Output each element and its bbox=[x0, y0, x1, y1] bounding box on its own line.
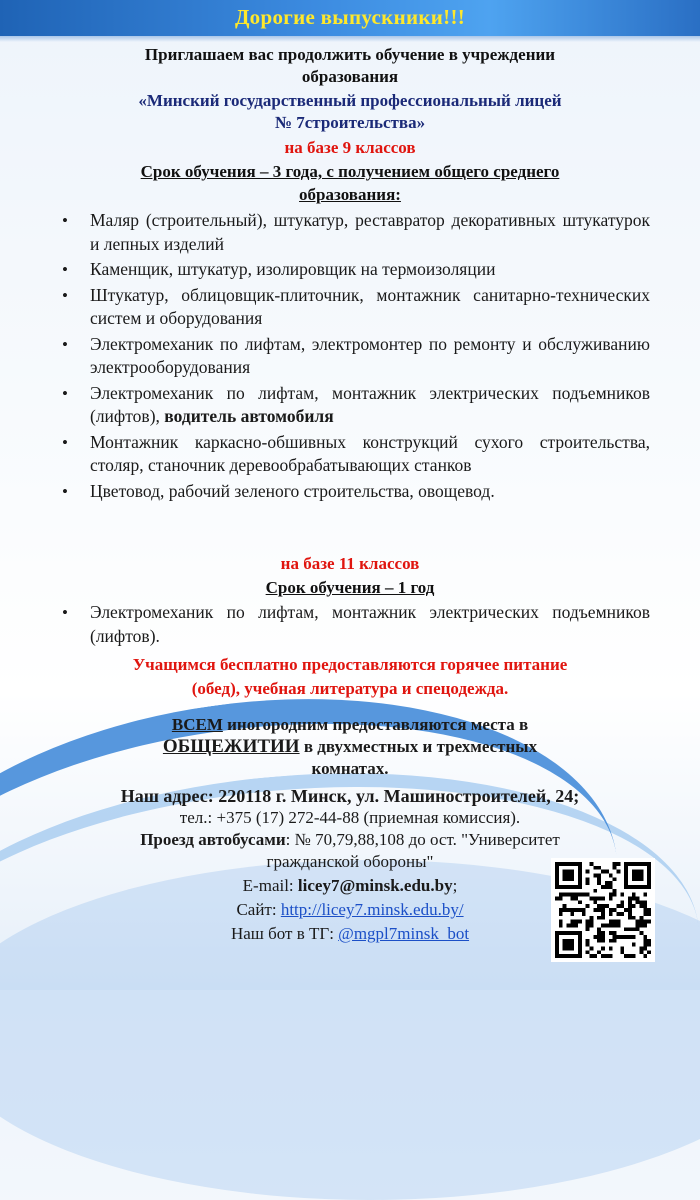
list-item: • Цветовод, рабочий зеленого строительства, овощевод. bbox=[62, 480, 650, 504]
list-item: • Маляр (строительный), штукатур, реставратор декоративных штукатурок и лепных изделий bbox=[62, 210, 650, 254]
bullet-icon: • bbox=[62, 603, 68, 622]
address: Наш адрес: 220118 г. Минск, ул. Машиностроителей, 24; bbox=[120, 786, 580, 806]
intro-line: Приглашаем вас продолжить обучение в учреждении bbox=[144, 45, 556, 64]
dormitory-word: ОБЩЕЖИТИИ bbox=[162, 736, 300, 757]
email-address: licey7@minsk.edu.by bbox=[297, 876, 453, 895]
bus-label: Проезд автобусами bbox=[140, 830, 286, 849]
benefits-note: Учащимся бесплатно предоставляются горячее питание (обед), учебная литература и спецодежда. bbox=[132, 655, 568, 698]
list-item: • Каменщик, штукатур, изолировщик на термоизоляции bbox=[62, 258, 650, 282]
list-item: • Электромеханик по лифтам, монтажник электрических подъемников (лифтов). bbox=[62, 602, 650, 646]
phone: тел.: +375 (17) 272-44-88 (приемная комиссия). bbox=[179, 808, 521, 827]
page-title: Дорогие выпускники!!! bbox=[234, 5, 466, 29]
list-item: • Штукатур, облицовщик-плиточник, монтажник санитарно-технических систем и оборудования bbox=[62, 284, 650, 328]
bullet-icon: • bbox=[62, 260, 68, 279]
section-11-term: Срок обучения – 1 год bbox=[265, 578, 435, 597]
section-9-term: образования: bbox=[299, 185, 401, 204]
list-item: • Электромеханик по лифтам, монтажник электрических подъемников (лифтов), водитель автомобиля bbox=[62, 382, 650, 426]
bullet-icon: • bbox=[62, 383, 68, 403]
bullet-icon: • bbox=[62, 211, 68, 230]
bullet-icon: • bbox=[62, 432, 68, 452]
dormitory-info: ВСЕМ иногородним предоставляются места в ОБЩЕЖИТИИ в двухместных и трехместных комнатах. bbox=[162, 715, 538, 778]
school-name: № 7строительства» bbox=[274, 113, 426, 132]
bullet-icon: • bbox=[62, 481, 68, 501]
list-item: • Электромеханик по лифтам, электромонтер по ремонту и обслуживанию электрооборудования bbox=[62, 333, 650, 377]
all-emphasis: ВСЕМ bbox=[171, 715, 223, 734]
website-link[interactable]: http://licey7.minsk.edu.by/ bbox=[280, 900, 464, 919]
contacts: Наш адрес: 220118 г. Минск, ул. Машиностроителей, 24; тел.: +375 (17) 272-44-88 (приемная комиссия). Проезд автобусами: № 70,79,88,108 до ост. "Университет гражданской обороны" E-mail: licey7@minsk.edu.by; Сайт: http://licey7.minsk.edu.by/ Наш бот в ТГ: @mgpl7minsk_bot bbox=[0, 785, 700, 945]
section-9-course-list bbox=[62, 209, 650, 505]
intro-line: образования bbox=[301, 67, 399, 86]
school-name: «Минский государственный профессиональный лицей bbox=[138, 91, 562, 110]
section-11-course-list bbox=[62, 601, 650, 650]
qr-code-graphic bbox=[555, 862, 651, 958]
section-9-base: на базе 9 классов bbox=[284, 138, 416, 157]
bullet-icon: • bbox=[62, 285, 68, 305]
section-11-base: на базе 11 классов bbox=[280, 554, 420, 573]
qr-code bbox=[551, 858, 655, 962]
bullet-icon: • bbox=[62, 334, 68, 354]
list-item: • Монтажник каркасно-обшивных конструкций сухого строительства, столяр, станочник деревообрабатывающих станков bbox=[62, 431, 650, 475]
section-9-term: Срок обучения – 3 года, с получением общего среднего bbox=[140, 162, 560, 181]
driver-highlight: водитель автомобиля bbox=[164, 406, 334, 426]
telegram-bot-link[interactable]: @mgpl7minsk_bot bbox=[338, 924, 470, 943]
